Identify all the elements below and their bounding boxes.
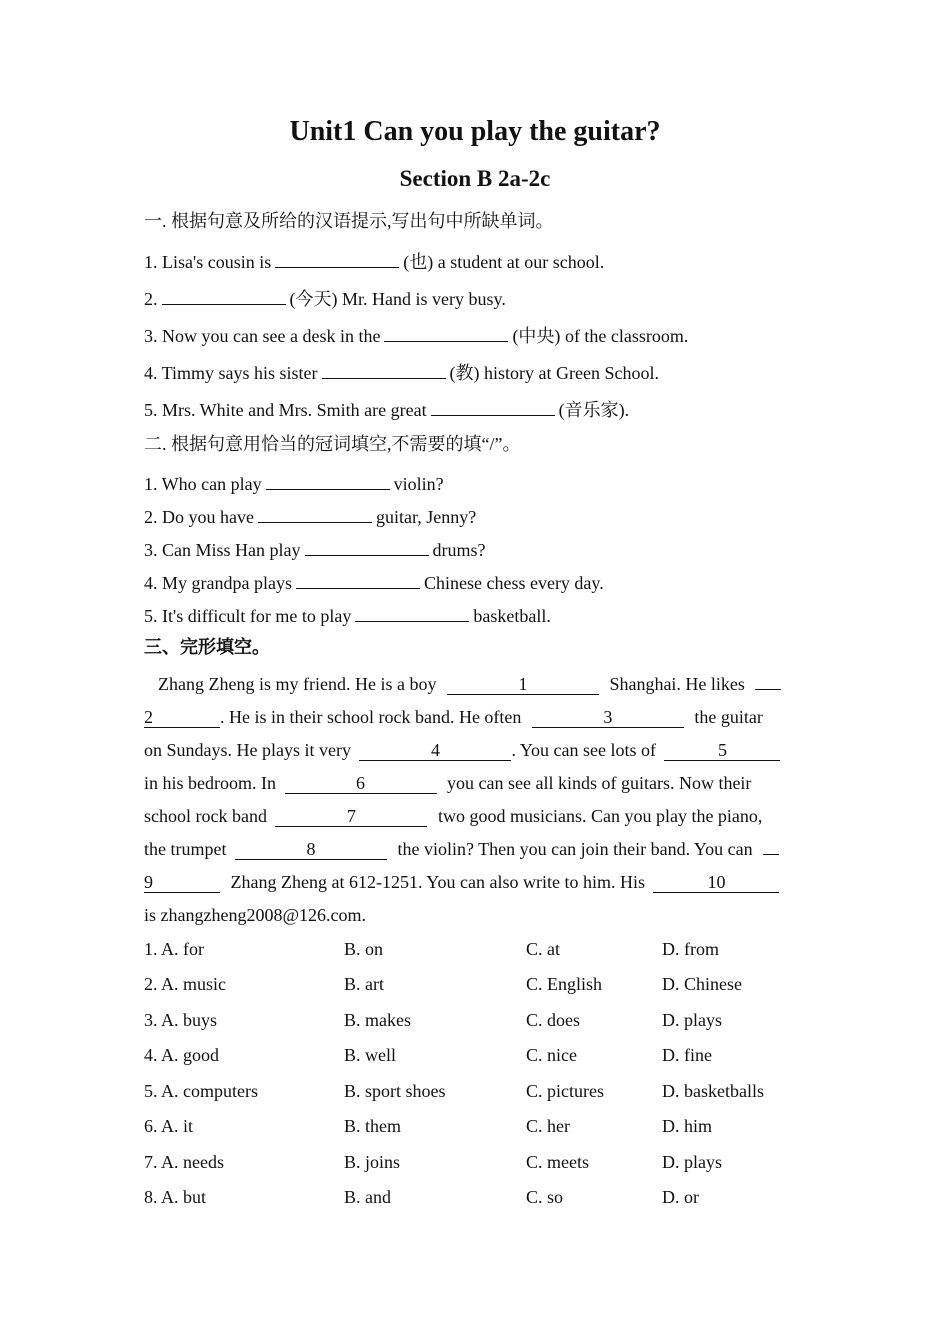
item-hint: (教)	[449, 363, 480, 383]
option-b[interactable]: B. sport shoes	[344, 1081, 446, 1101]
cloze-blank-2[interactable]: 2	[144, 707, 220, 728]
item-text-before: 3. Can Miss Han play	[144, 540, 301, 560]
cloze-text: the guitar	[694, 707, 763, 727]
option-d[interactable]: D. or	[662, 1187, 699, 1207]
cloze-blank-1[interactable]: 1	[447, 674, 599, 695]
option-row	[144, 1151, 844, 1175]
option-d[interactable]: D. plays	[662, 1152, 722, 1172]
option-c[interactable]: C. her	[526, 1116, 570, 1136]
answer-blank[interactable]	[305, 536, 429, 556]
option-c[interactable]: C. nice	[526, 1045, 577, 1065]
cloze-text: school rock band	[144, 806, 267, 826]
option-a[interactable]: 4. A. good	[144, 1045, 220, 1065]
answer-blank[interactable]	[355, 602, 469, 622]
option-row	[144, 938, 844, 962]
option-a[interactable]: 8. A. but	[144, 1187, 207, 1207]
option-row	[144, 1186, 844, 1210]
answer-blank[interactable]	[258, 503, 372, 523]
option-c[interactable]: C. pictures	[526, 1081, 604, 1101]
option-c[interactable]: C. so	[526, 1187, 564, 1207]
cloze-blank-9[interactable]: 9	[144, 872, 220, 893]
item-text-before: 4. Timmy says his sister	[144, 363, 318, 383]
item-text-after: violin?	[393, 474, 444, 494]
option-b[interactable]: B. joins	[344, 1152, 401, 1172]
option-d[interactable]: D. plays	[662, 1010, 722, 1030]
answer-blank[interactable]	[322, 359, 446, 379]
part2-item-1	[144, 470, 444, 495]
part1-item-4	[144, 359, 659, 384]
item-text-after: Chinese chess every day.	[423, 573, 604, 593]
cloze-text: Zhang Zheng at 612-1251. You can also write to him. His	[230, 872, 645, 892]
cloze-blank-3[interactable]: 3	[532, 707, 684, 728]
option-b[interactable]: B. and	[344, 1187, 391, 1207]
cloze-line-7	[144, 871, 806, 893]
option-d[interactable]: D. fine	[662, 1045, 712, 1065]
item-text-before: 1. Who can play	[144, 474, 262, 494]
option-d[interactable]: D. from	[662, 939, 719, 959]
option-b[interactable]: B. art	[344, 974, 384, 994]
item-text-before: 3. Now you can see a desk in the	[144, 326, 381, 346]
answer-blank[interactable]	[431, 396, 555, 416]
cloze-line-5	[144, 805, 806, 827]
cloze-text: two good musicians. Can you play the piano,	[437, 806, 763, 826]
cloze-text: . He is in their school rock band. He often	[220, 707, 522, 727]
answer-blank[interactable]	[275, 248, 399, 268]
item-hint: (今天)	[289, 289, 338, 309]
option-b[interactable]: B. well	[344, 1045, 396, 1065]
cloze-text: the trumpet	[144, 839, 227, 859]
item-text-after: basketball.	[473, 606, 551, 626]
cloze-line-4	[144, 772, 806, 794]
part1-item-2	[144, 285, 506, 310]
option-row	[144, 1009, 844, 1033]
part1-item-1	[144, 248, 604, 273]
part1-heading: 一. 根据句意及所给的汉语提示,写出句中所缺单词。	[144, 211, 554, 231]
section-subtitle: Section B 2a-2c	[399, 166, 551, 191]
part3-heading: 三、完形填空。	[144, 637, 270, 657]
item-text-before: 4. My grandpa plays	[144, 573, 292, 593]
option-c[interactable]: C. meets	[526, 1152, 589, 1172]
item-text-after: guitar, Jenny?	[375, 507, 477, 527]
option-a[interactable]: 5. A. computers	[144, 1081, 258, 1101]
item-text-before: 5. Mrs. White and Mrs. Smith are great	[144, 400, 427, 420]
cloze-blank-7[interactable]: 7	[275, 806, 427, 827]
option-c[interactable]: C. at	[526, 939, 560, 959]
part1-item-3	[144, 322, 688, 347]
option-b[interactable]: B. them	[344, 1116, 401, 1136]
part2-item-3	[144, 536, 486, 561]
option-a[interactable]: 1. A. for	[144, 939, 204, 959]
item-text-before: 1. Lisa's cousin is	[144, 252, 272, 272]
item-hint: (音乐家).	[558, 400, 630, 420]
part2-item-4	[144, 569, 604, 594]
cloze-blank-4[interactable]: 4	[359, 740, 511, 761]
cloze-line-2	[144, 706, 806, 728]
option-a[interactable]: 3. A. buys	[144, 1010, 218, 1030]
cloze-text: . You can see lots of	[511, 740, 656, 760]
option-b[interactable]: B. makes	[344, 1010, 411, 1030]
option-row	[144, 1115, 844, 1139]
cloze-blank-9-start[interactable]	[763, 854, 779, 855]
item-text-after: Mr. Hand is very busy.	[342, 289, 506, 309]
option-a[interactable]: 7. A. needs	[144, 1152, 224, 1172]
page-title: Unit1 Can you play the guitar?	[289, 116, 661, 147]
item-text-before: 2.	[144, 289, 158, 309]
option-d[interactable]: D. basketballs	[662, 1081, 764, 1101]
cloze-text: in his bedroom. In	[144, 773, 276, 793]
option-d[interactable]: D. Chinese	[662, 974, 742, 994]
part2-item-2	[144, 503, 476, 528]
option-row	[144, 1080, 844, 1104]
option-a[interactable]: 2. A. music	[144, 974, 227, 994]
cloze-text: Zhang Zheng is my friend. He is a boy	[158, 674, 437, 694]
part1-item-5	[144, 396, 629, 421]
cloze-text: the violin? Then you can join their band. You can	[397, 839, 753, 859]
item-text-after: history at Green School.	[484, 363, 660, 383]
option-row	[144, 973, 844, 997]
cloze-line-6	[144, 838, 806, 860]
cloze-blank-6[interactable]: 6	[285, 773, 437, 794]
option-c[interactable]: C. does	[526, 1010, 580, 1030]
item-hint: (也)	[403, 252, 434, 272]
option-a[interactable]: 6. A. it	[144, 1116, 194, 1136]
option-b[interactable]: B. on	[344, 939, 384, 959]
option-c[interactable]: C. English	[526, 974, 603, 994]
cloze-text: Shanghai. He likes	[609, 674, 745, 694]
item-text-after: a student at our school.	[437, 252, 605, 272]
cloze-blank-2-start[interactable]	[755, 689, 781, 690]
cloze-line-8: is zhangzheng2008@126.com.	[144, 905, 367, 925]
item-hint: (中央)	[512, 326, 561, 346]
item-text-after: of the classroom.	[564, 326, 689, 346]
cloze-blank-10[interactable]: 10	[653, 872, 779, 893]
option-row	[144, 1044, 844, 1068]
cloze-text: on Sundays. He plays it very	[144, 740, 351, 760]
item-text-before: 2. Do you have	[144, 507, 254, 527]
item-text-after: drums?	[432, 540, 486, 560]
option-d[interactable]: D. him	[662, 1116, 713, 1136]
answer-blank[interactable]	[266, 470, 390, 490]
cloze-line-1	[144, 673, 806, 695]
item-text-before: 5. It's difficult for me to play	[144, 606, 352, 626]
cloze-line-3	[144, 739, 806, 761]
cloze-blank-5[interactable]: 5	[664, 740, 780, 761]
cloze-text: you can see all kinds of guitars. Now their	[447, 773, 752, 793]
cloze-blank-8[interactable]: 8	[235, 839, 387, 860]
answer-blank[interactable]	[384, 322, 508, 342]
part2-heading: 二. 根据句意用恰当的冠词填空,不需要的填“/”。	[144, 434, 521, 454]
answer-blank[interactable]	[162, 285, 286, 305]
answer-blank[interactable]	[296, 569, 420, 589]
part2-item-5	[144, 602, 551, 627]
